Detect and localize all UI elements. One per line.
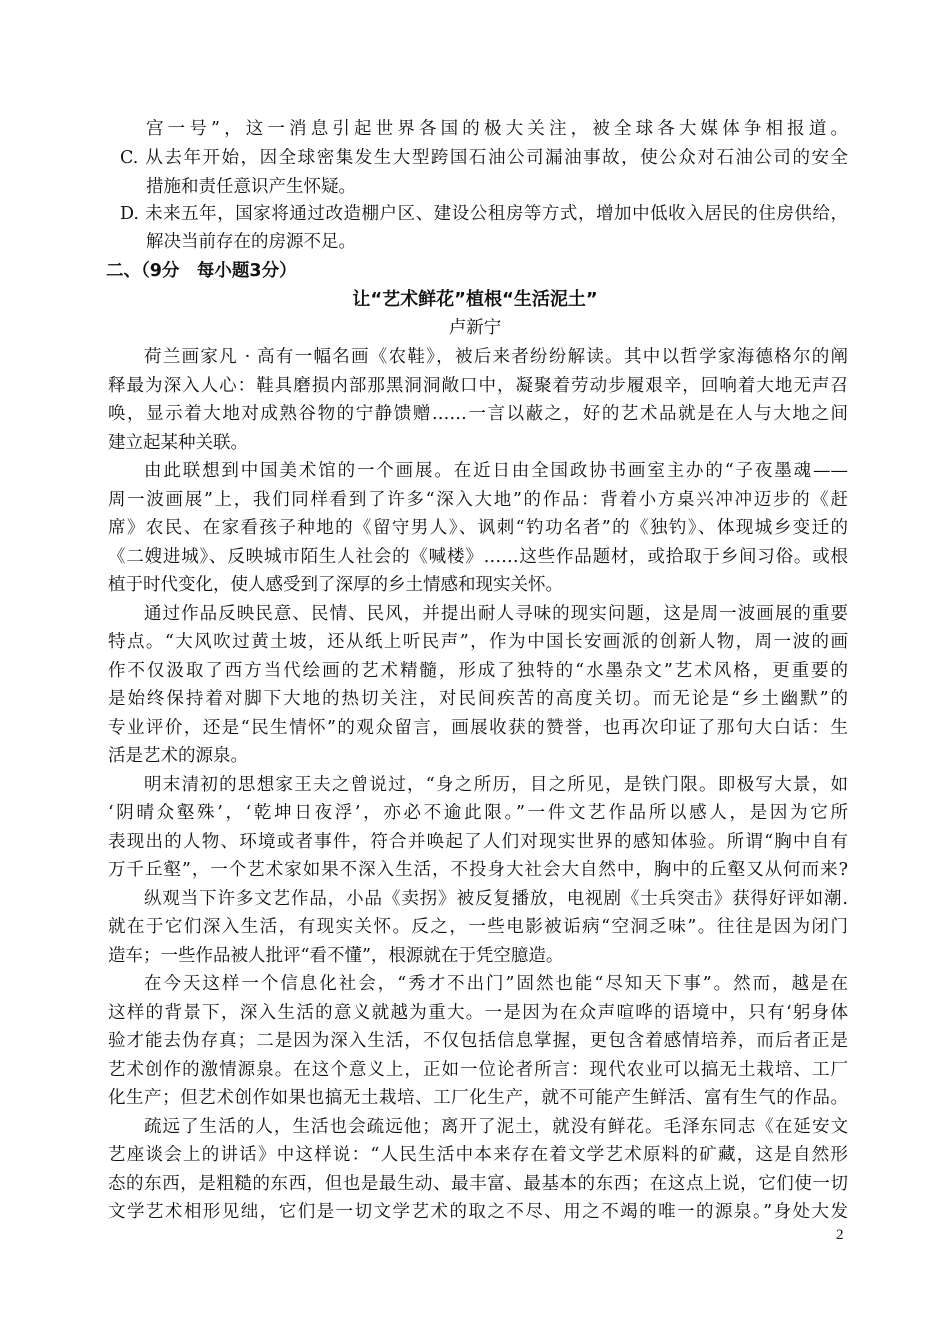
paragraph-line: ‘阴晴众壑殊’，‘乾坤日夜浮’，亦必不逾此限。”一件文艺作品所以感人，是因为它所 (108, 803, 848, 823)
paragraph-line: 作不仅汲取了西方当代绘画的艺术精髓，形成了独特的“水墨杂文”艺术风格，更重要的 (108, 661, 848, 681)
page-number: 2 (836, 1227, 844, 1243)
article-author: 卢新宁 (448, 318, 502, 338)
paragraph-line: 这样的背景下，深入生活的意义就越为重大。一是因为在众声喧哗的语境中，只有‘躬身体 (108, 1003, 848, 1023)
paragraph-line: 在今天这样一个信息化社会，“秀才不出门”固然也能“尽知天下事”。然而，越是在 (144, 974, 848, 994)
option-c-line-1: C. 从去年开始，因全球密集发生大型跨国石油公司漏油事故，使公众对石油公司的安全 (120, 148, 848, 168)
paragraph-line: 明末清初的思想家王夫之曾说过，“身之所历，目之所见，是铁门限。即极写大景，如 (144, 775, 848, 795)
paragraph-line: 艺术创作的激情源泉。在这个意义上，正如一位论者所言：现代农业可以搞无土栽培、工厂 (108, 1060, 848, 1080)
paragraph-line: 纵观当下许多文艺作品，小品《卖拐》被反复播放，电视剧《士兵突击》获得好评如潮. (144, 889, 848, 909)
option-c-line-2: 措施和责任意识产生怀疑。 (146, 177, 356, 197)
option-d-line-2: 解决当前存在的房源不足。 (146, 232, 356, 252)
paragraph-line: 艺座谈会上的讲话》中这样说：“人民生活中本来存在着文学艺术原料的矿藏，这是自然形 (108, 1145, 848, 1165)
paragraph-line: 疏远了生活的人，生活也会疏远他；离开了泥土，就没有鲜花。毛泽东同志《在延安文 (144, 1117, 848, 1137)
paragraph-line: 由此联想到中国美术馆的一个画展。在近日由全国政协书画室主办的“子夜墨魂—— (144, 461, 848, 481)
paragraph-line: 表现出的人物、环境或者事件，符合并唤起了人们对现实世界的感知体验。所谓“胸中自有 (108, 832, 848, 852)
paragraph-line: 态的东西，是粗糙的东西，但也是最生动、最丰富、最基本的东西；在这点上说，它们使一切 (108, 1174, 848, 1194)
paragraph-line: 化生产；但艺术创作如果也搞无土栽培、工厂化生产，就不可能产生鲜活、富有生气的作品。 (108, 1088, 848, 1108)
paragraph-line: 植于时代变化，使人感受到了深厚的乡土情感和现实关怀。 (108, 575, 563, 595)
paragraph-line: 文学艺术相形见绌，它们是一切文学艺术的取之不尽、用之不竭的唯一的源泉。”身处大发 (108, 1202, 848, 1222)
paragraph-line: 席》农民、在家看孩子种地的《留守男人》、讽刺“钓功名者”的《独钓》、体现城乡变迁的 (108, 518, 848, 538)
paragraph-line: 建立起某种关联。 (108, 433, 248, 453)
paragraph-line: 活是艺术的源泉。 (108, 746, 248, 766)
paragraph-line: 造车；一些作品被人批评“看不懂”，根源就在于凭空臆造。 (108, 946, 564, 966)
paragraph-line: 唤，显示着大地对成熟谷物的宁静馈赠……一言以蔽之，好的艺术品就是在人与大地之间 (108, 404, 848, 424)
paragraph-line: 是始终保持着对脚下大地的热切关注，对民间疾苦的高度关切。而无论是“乡土幽默”的 (108, 689, 848, 709)
paragraph-line: 就在于它们深入生活，有现实关怀。反之，一些电影被诟病“空洞乏味”。往往是因为闭门 (108, 917, 848, 937)
paragraph-line: 周一波画展”上，我们同样看到了许多“深入大地”的作品：背着小方桌兴冲冲迈步的《赶 (108, 490, 848, 510)
option-b-continuation: 宫一号”，这一消息引起世界各国的极大关注，被全球各大媒体争相报道。 (146, 119, 848, 139)
paragraph-line: 验才能去伪存真；二是因为深入生活，不仅包括信息掌握，更包含着感情培养，而后者正是 (108, 1031, 848, 1051)
paragraph-line: 释最为深入人心：鞋具磨损内部那黑洞洞敞口中，凝聚着劳动步履艰辛，回响着大地无声召 (108, 376, 848, 396)
article-title: 让“艺术鲜花”植根“生活泥土” (352, 289, 598, 310)
paragraph-line: 通过作品反映民意、民情、民风，并提出耐人寻味的现实问题，这是周一波画展的重要 (144, 604, 848, 624)
section-heading: 二、（9分 每小题3分） (106, 261, 297, 281)
paragraph-line: 《二嫂进城》、反映城市陌生人社会的《喊楼》……这些作品题材，或拾取于乡间习俗。或根 (108, 547, 848, 567)
paragraph-line: 特点。“大风吹过黄土坡，还从纸上听民声”，作为中国长安画派的创新人物，周一波的画 (108, 632, 848, 652)
option-d-line-1: D. 未来五年，国家将通过改造棚户区、建设公租房等方式，增加中低收入居民的住房供给， (120, 204, 848, 224)
paragraph-line: 万千丘壑”，一个艺术家如果不深入生活，不投身大社会大自然中，胸中的丘壑又从何而来? (108, 860, 848, 880)
paragraph-line: 荷兰画家凡 · 高有一幅名画《农鞋》，被后来者纷纷解读。其中以哲学家海德格尔的阐 (144, 347, 848, 367)
paragraph-line: 专业评价，还是“民生情怀”的观众留言，画展收获的赞誉，也再次印证了那句大白话：生 (108, 718, 848, 738)
